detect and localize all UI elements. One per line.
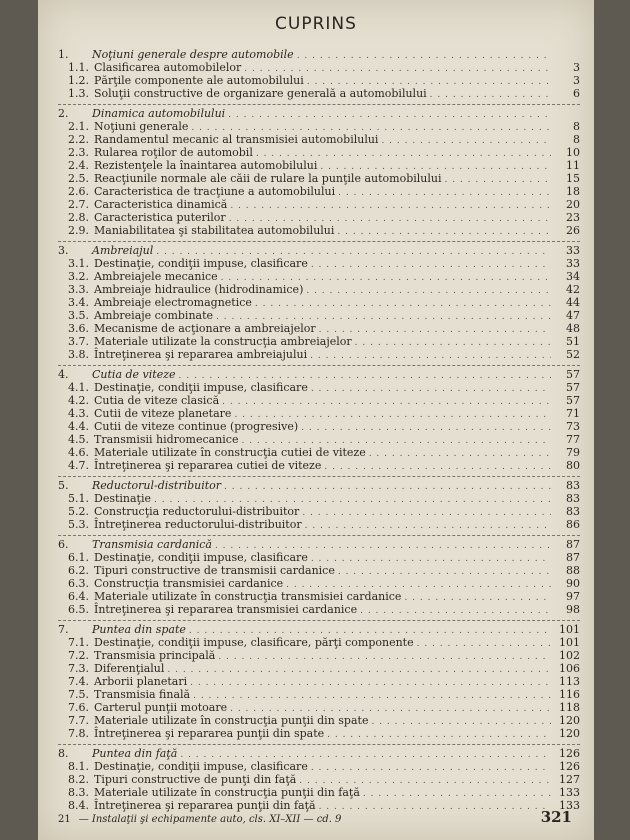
toc-entry <box>58 61 580 74</box>
dot-leader <box>417 638 551 651</box>
entry-number: 3.6. <box>68 322 89 335</box>
entry-number: 5. <box>58 479 69 492</box>
toc-entry <box>58 688 580 701</box>
entry-title: Tipuri constructive de punţi din faţă <box>94 773 297 786</box>
entry-title: Soluţii constructive de organizare generală a automobilului <box>94 87 427 100</box>
entry-number: 6.4. <box>68 590 89 603</box>
entry-number: 1.2. <box>68 74 89 87</box>
entry-page: 118 <box>559 701 580 714</box>
footer-text: — Instalaţii şi echipamente auto, cls. XI–XII — cd. 9 <box>78 814 342 825</box>
entry-page: 10 <box>566 146 580 159</box>
toc-entry <box>58 636 580 649</box>
chapter-divider <box>58 476 580 477</box>
entry-number: 6.5. <box>68 603 89 616</box>
toc-chapter-heading <box>58 107 580 120</box>
toc-entry <box>58 296 580 309</box>
toc-entry <box>58 120 580 133</box>
entry-page: 126 <box>559 747 580 760</box>
entry-number: 4.4. <box>68 420 89 433</box>
toc-entry <box>58 760 580 773</box>
dot-leader <box>297 50 551 63</box>
entry-number: 7. <box>58 623 69 636</box>
toc-entry <box>58 257 580 270</box>
entry-title: Ambreiajele mecanice <box>94 270 218 283</box>
entry-title: Maniabilitatea şi stabilitatea automobilului <box>94 224 335 237</box>
footer-sheet-number: 21 <box>58 814 71 825</box>
toc-chapter <box>58 744 580 812</box>
toc-entry <box>58 198 580 211</box>
entry-title: Mecanisme de acţionare a ambreiajelor <box>94 322 316 335</box>
entry-number: 3.8. <box>68 348 89 361</box>
entry-page: 86 <box>566 518 580 531</box>
book-page <box>38 0 594 840</box>
chapter-divider <box>58 620 580 621</box>
dot-leader <box>218 651 551 664</box>
entry-title: Caracteristica dinamică <box>94 198 228 211</box>
dot-leader <box>430 89 551 102</box>
toc-entry <box>58 381 580 394</box>
entry-number: 7.7. <box>68 714 89 727</box>
toc-chapter-heading <box>58 623 580 636</box>
entry-page: 83 <box>566 505 580 518</box>
dot-leader <box>311 762 551 775</box>
entry-number: 6.1. <box>68 551 89 564</box>
entry-title: Randamentul mecanic al transmisiei automobilului <box>94 133 379 146</box>
toc-entry <box>58 348 580 361</box>
toc-entry <box>58 727 580 740</box>
dot-leader <box>228 109 551 122</box>
entry-title: Materiale utilizate în construcţia cutiei de viteze <box>94 446 366 459</box>
dot-leader <box>311 259 551 272</box>
entry-number: 6.3. <box>68 577 89 590</box>
entry-number: 8.1. <box>68 760 89 773</box>
toc-chapter-heading <box>58 747 580 760</box>
entry-title: Carterul punţii motoare <box>94 701 228 714</box>
entry-page: 87 <box>566 538 580 551</box>
entry-page: 11 <box>566 159 580 172</box>
entry-title: Materiale utilizate în construcţia transmisiei cardanice <box>94 590 402 603</box>
toc-chapter <box>58 620 580 740</box>
entry-title: Transmisii hidromecanice <box>94 433 239 446</box>
entry-title: Destinaţie, condiţii impuse, clasificare <box>94 551 308 564</box>
toc-chapter-heading <box>58 479 580 492</box>
toc-entry <box>58 551 580 564</box>
entry-title: Arborii planetari <box>94 675 188 688</box>
entry-number: 7.2. <box>68 649 89 662</box>
toc-entry <box>58 270 580 283</box>
entry-title: Noţiuni generale despre automobile <box>92 48 294 61</box>
toc-entry <box>58 309 580 322</box>
toc-entry <box>58 786 580 799</box>
dot-leader <box>371 716 551 729</box>
entry-page: 120 <box>559 727 580 740</box>
entry-title: Puntea din faţă <box>92 747 178 760</box>
entry-number: 7.5. <box>68 688 89 701</box>
entry-number: 5.2. <box>68 505 89 518</box>
dot-leader <box>338 566 551 579</box>
entry-number: 4.7. <box>68 459 89 472</box>
toc-entry <box>58 714 580 727</box>
entry-number: 4.3. <box>68 407 89 420</box>
entry-title: Transmisia principală <box>94 649 216 662</box>
dot-leader <box>302 507 551 520</box>
toc-entry <box>58 649 580 662</box>
entry-page: 42 <box>566 283 580 296</box>
entry-title: Întreţinerea reductorului-distribuitor <box>94 518 302 531</box>
page-footer <box>58 808 572 826</box>
entry-page: 57 <box>566 381 580 394</box>
entry-title: Cutia de viteze clasică <box>94 394 220 407</box>
dot-leader <box>327 729 551 742</box>
entry-number: 2.5. <box>68 172 89 185</box>
entry-number: 3.1. <box>68 257 89 270</box>
entry-page: 116 <box>559 688 580 701</box>
toc-chapter <box>58 241 580 361</box>
toc-chapter-heading <box>58 538 580 551</box>
entry-page: 18 <box>566 185 580 198</box>
entry-number: 4.5. <box>68 433 89 446</box>
dot-leader <box>193 690 551 703</box>
entry-title: Întreţinerea şi repararea punţii din faţă <box>94 799 316 812</box>
entry-page: 73 <box>566 420 580 433</box>
entry-number: 2.3. <box>68 146 89 159</box>
toc-entry <box>58 603 580 616</box>
dot-leader <box>363 788 551 801</box>
entry-title: Întreţinerea şi repararea ambreiajului <box>94 348 308 361</box>
entry-page: 80 <box>566 459 580 472</box>
toc-entry <box>58 335 580 348</box>
table-of-contents <box>58 48 580 812</box>
entry-title: Construcţia transmisiei cardanice <box>94 577 284 590</box>
entry-number: 3.7. <box>68 335 89 348</box>
toc-entry <box>58 394 580 407</box>
entry-title: Rezistenţele la înaintarea automobilului <box>94 159 318 172</box>
toc-entry <box>58 459 580 472</box>
toc-entry <box>58 505 580 518</box>
entry-number: 7.6. <box>68 701 89 714</box>
dot-leader <box>301 422 551 435</box>
entry-title: Puntea din spate <box>92 623 186 636</box>
entry-title: Cutia de viteze <box>92 368 176 381</box>
toc-chapter <box>58 535 580 616</box>
entry-title: Întreţinerea şi repararea punţii din spate <box>94 727 325 740</box>
entry-title: Reacţiunile normale ale căii de rulare la punţile automobilului <box>94 172 442 185</box>
entry-title: Întreţinerea şi repararea transmisiei cardanice <box>94 603 358 616</box>
entry-title: Ambreiaje electromagnetice <box>94 296 252 309</box>
entry-page: 48 <box>566 322 580 335</box>
entry-page: 33 <box>566 257 580 270</box>
entry-number: 2.9. <box>68 224 89 237</box>
entry-number: 4.1. <box>68 381 89 394</box>
entry-number: 3.3. <box>68 283 89 296</box>
toc-chapter <box>58 365 580 472</box>
entry-page: 8 <box>573 133 580 146</box>
entry-number: 5.3. <box>68 518 89 531</box>
entry-number: 6.2. <box>68 564 89 577</box>
toc-entry <box>58 74 580 87</box>
entry-page: 106 <box>559 662 580 675</box>
toc-entry <box>58 172 580 185</box>
toc-entry <box>58 133 580 146</box>
entry-number: 2.8. <box>68 211 89 224</box>
toc-chapter-heading <box>58 244 580 257</box>
toc-entry <box>58 518 580 531</box>
dot-leader <box>167 664 551 677</box>
entry-number: 7.4. <box>68 675 89 688</box>
entry-number: 1.3. <box>68 87 89 100</box>
dot-leader <box>224 481 551 494</box>
toc-entry <box>58 577 580 590</box>
dot-leader <box>230 200 551 213</box>
entry-number: 6. <box>58 538 69 551</box>
entry-title: Diferenţialul <box>94 662 165 675</box>
dot-leader <box>222 396 551 409</box>
dot-leader <box>324 461 551 474</box>
toc-entry <box>58 407 580 420</box>
toc-entry <box>58 433 580 446</box>
entry-page: 83 <box>566 479 580 492</box>
entry-page: 113 <box>559 675 580 688</box>
dot-leader <box>255 298 551 311</box>
toc-entry <box>58 662 580 675</box>
entry-title: Clasificarea automobilelor <box>94 61 242 74</box>
toc-entry <box>58 146 580 159</box>
toc-entry <box>58 564 580 577</box>
dot-leader <box>381 135 551 148</box>
entry-number: 5.1. <box>68 492 89 505</box>
toc-chapter-heading <box>58 48 580 61</box>
entry-number: 8.4. <box>68 799 89 812</box>
entry-page: 83 <box>566 492 580 505</box>
toc-entry <box>58 283 580 296</box>
entry-title: Destinaţie, condiţii impuse, clasificare <box>94 257 308 270</box>
entry-page: 23 <box>566 211 580 224</box>
entry-page: 52 <box>566 348 580 361</box>
entry-number: 7.1. <box>68 636 89 649</box>
entry-title: Caracteristica de tracţiune a automobilului <box>94 185 336 198</box>
entry-page: 98 <box>566 603 580 616</box>
entry-number: 2.4. <box>68 159 89 172</box>
entry-number: 8. <box>58 747 69 760</box>
toc-entry <box>58 322 580 335</box>
entry-page: 47 <box>566 309 580 322</box>
entry-page: 133 <box>559 799 580 812</box>
entry-number: 3.4. <box>68 296 89 309</box>
entry-page: 120 <box>559 714 580 727</box>
dot-leader <box>404 592 551 605</box>
entry-page: 79 <box>566 446 580 459</box>
entry-page: 51 <box>566 335 580 348</box>
entry-number: 2. <box>58 107 69 120</box>
toc-entry <box>58 211 580 224</box>
entry-title: Cutii de viteze continue (progresive) <box>94 420 299 433</box>
dot-leader <box>338 187 551 200</box>
entry-number: 2.1. <box>68 120 89 133</box>
entry-page: 101 <box>559 623 580 636</box>
toc-entry <box>58 492 580 505</box>
entry-title: Întreţinerea şi repararea cutiei de viteze <box>94 459 322 472</box>
entry-number: 2.6. <box>68 185 89 198</box>
entry-page: 57 <box>566 368 580 381</box>
entry-number: 1.1. <box>68 61 89 74</box>
entry-page: 101 <box>559 636 580 649</box>
toc-entry <box>58 185 580 198</box>
entry-number: 3.5. <box>68 309 89 322</box>
entry-title: Destinaţie, condiţii impuse, clasificare <box>94 760 308 773</box>
toc-entry <box>58 446 580 459</box>
dot-leader <box>369 448 551 461</box>
entry-number: 1. <box>58 48 69 61</box>
entry-page: 15 <box>566 172 580 185</box>
toc-entry <box>58 87 580 100</box>
entry-number: 8.2. <box>68 773 89 786</box>
entry-page: 57 <box>566 394 580 407</box>
entry-title: Reductorul-distribuitor <box>92 479 222 492</box>
dot-leader <box>319 324 551 337</box>
entry-page: 26 <box>566 224 580 237</box>
entry-number: 4. <box>58 368 69 381</box>
entry-page: 34 <box>566 270 580 283</box>
entry-title: Materiale utilizate în construcţia punţii din spate <box>94 714 369 727</box>
entry-title: Părţile componente ale automobilului <box>94 74 304 87</box>
entry-title: Ambreiaje hidraulice (hidrodinamice) <box>94 283 304 296</box>
entry-title: Noţiuni generale <box>94 120 189 133</box>
dot-leader <box>355 337 551 350</box>
entry-title: Ambreiajul <box>92 244 154 257</box>
chapter-divider <box>58 365 580 366</box>
entry-page: 71 <box>566 407 580 420</box>
entry-title: Cutii de viteze planetare <box>94 407 232 420</box>
entry-title: Tipuri constructive de transmisii cardanice <box>94 564 335 577</box>
entry-page: 88 <box>566 564 580 577</box>
toc-chapter <box>58 476 580 531</box>
dot-leader <box>311 383 551 396</box>
page-number: 321 <box>540 808 572 826</box>
chapter-divider <box>58 744 580 745</box>
toc-entry <box>58 224 580 237</box>
entry-title: Destinaţie <box>94 492 152 505</box>
entry-page: 126 <box>559 760 580 773</box>
entry-page: 127 <box>559 773 580 786</box>
toc-entry <box>58 590 580 603</box>
entry-number: 4.6. <box>68 446 89 459</box>
entry-title: Caracteristica puterilor <box>94 211 226 224</box>
dot-leader <box>310 350 551 363</box>
toc-chapter <box>58 48 580 100</box>
toc-entry <box>58 701 580 714</box>
chapter-divider <box>58 104 580 105</box>
chapter-divider <box>58 241 580 242</box>
entry-page: 44 <box>566 296 580 309</box>
toc-entry <box>58 675 580 688</box>
entry-title: Destinaţie, condiţii impuse, clasificare <box>94 381 308 394</box>
entry-number: 2.2. <box>68 133 89 146</box>
entry-title: Destinaţie, condiţii impuse, clasificare, părţi componente <box>94 636 414 649</box>
entry-page: 90 <box>566 577 580 590</box>
dot-leader <box>305 520 551 533</box>
entry-title: Materiale utilizate în construcţia punţii din faţă <box>94 786 360 799</box>
dot-leader <box>337 226 551 239</box>
entry-page: 6 <box>573 87 580 100</box>
entry-page: 20 <box>566 198 580 211</box>
entry-page: 97 <box>566 590 580 603</box>
entry-title: Transmisia finală <box>94 688 191 701</box>
dot-leader <box>360 605 551 618</box>
toc-entry <box>58 420 580 433</box>
dot-leader <box>190 677 551 690</box>
entry-number: 8.3. <box>68 786 89 799</box>
entry-number: 7.8. <box>68 727 89 740</box>
page-title: CUPRINS <box>275 14 357 34</box>
toc-chapter-heading <box>58 368 580 381</box>
entry-title: Transmisia cardanică <box>92 538 212 551</box>
entry-number: 2.7. <box>68 198 89 211</box>
entry-page: 102 <box>559 649 580 662</box>
entry-page: 3 <box>573 61 580 74</box>
entry-title: Materiale utilizate la construcţia ambreiajelor <box>94 335 352 348</box>
entry-number: 3. <box>58 244 69 257</box>
entry-number: 4.2. <box>68 394 89 407</box>
entry-number: 7.3. <box>68 662 89 675</box>
toc-chapter <box>58 104 580 237</box>
toc-entry <box>58 773 580 786</box>
dot-leader <box>311 553 551 566</box>
entry-page: 77 <box>566 433 580 446</box>
entry-page: 133 <box>559 786 580 799</box>
dot-leader <box>444 174 551 187</box>
entry-page: 8 <box>573 120 580 133</box>
entry-title: Dinamica automobilului <box>92 107 226 120</box>
entry-title: Ambreiaje combinate <box>94 309 214 322</box>
entry-number: 3.2. <box>68 270 89 283</box>
entry-page: 33 <box>566 244 580 257</box>
chapter-divider <box>58 535 580 536</box>
entry-page: 87 <box>566 551 580 564</box>
entry-title: Construcţia reductorului-distribuitor <box>94 505 300 518</box>
dot-leader <box>306 285 551 298</box>
entry-page: 3 <box>573 74 580 87</box>
entry-title: Rularea roţilor de automobil <box>94 146 253 159</box>
